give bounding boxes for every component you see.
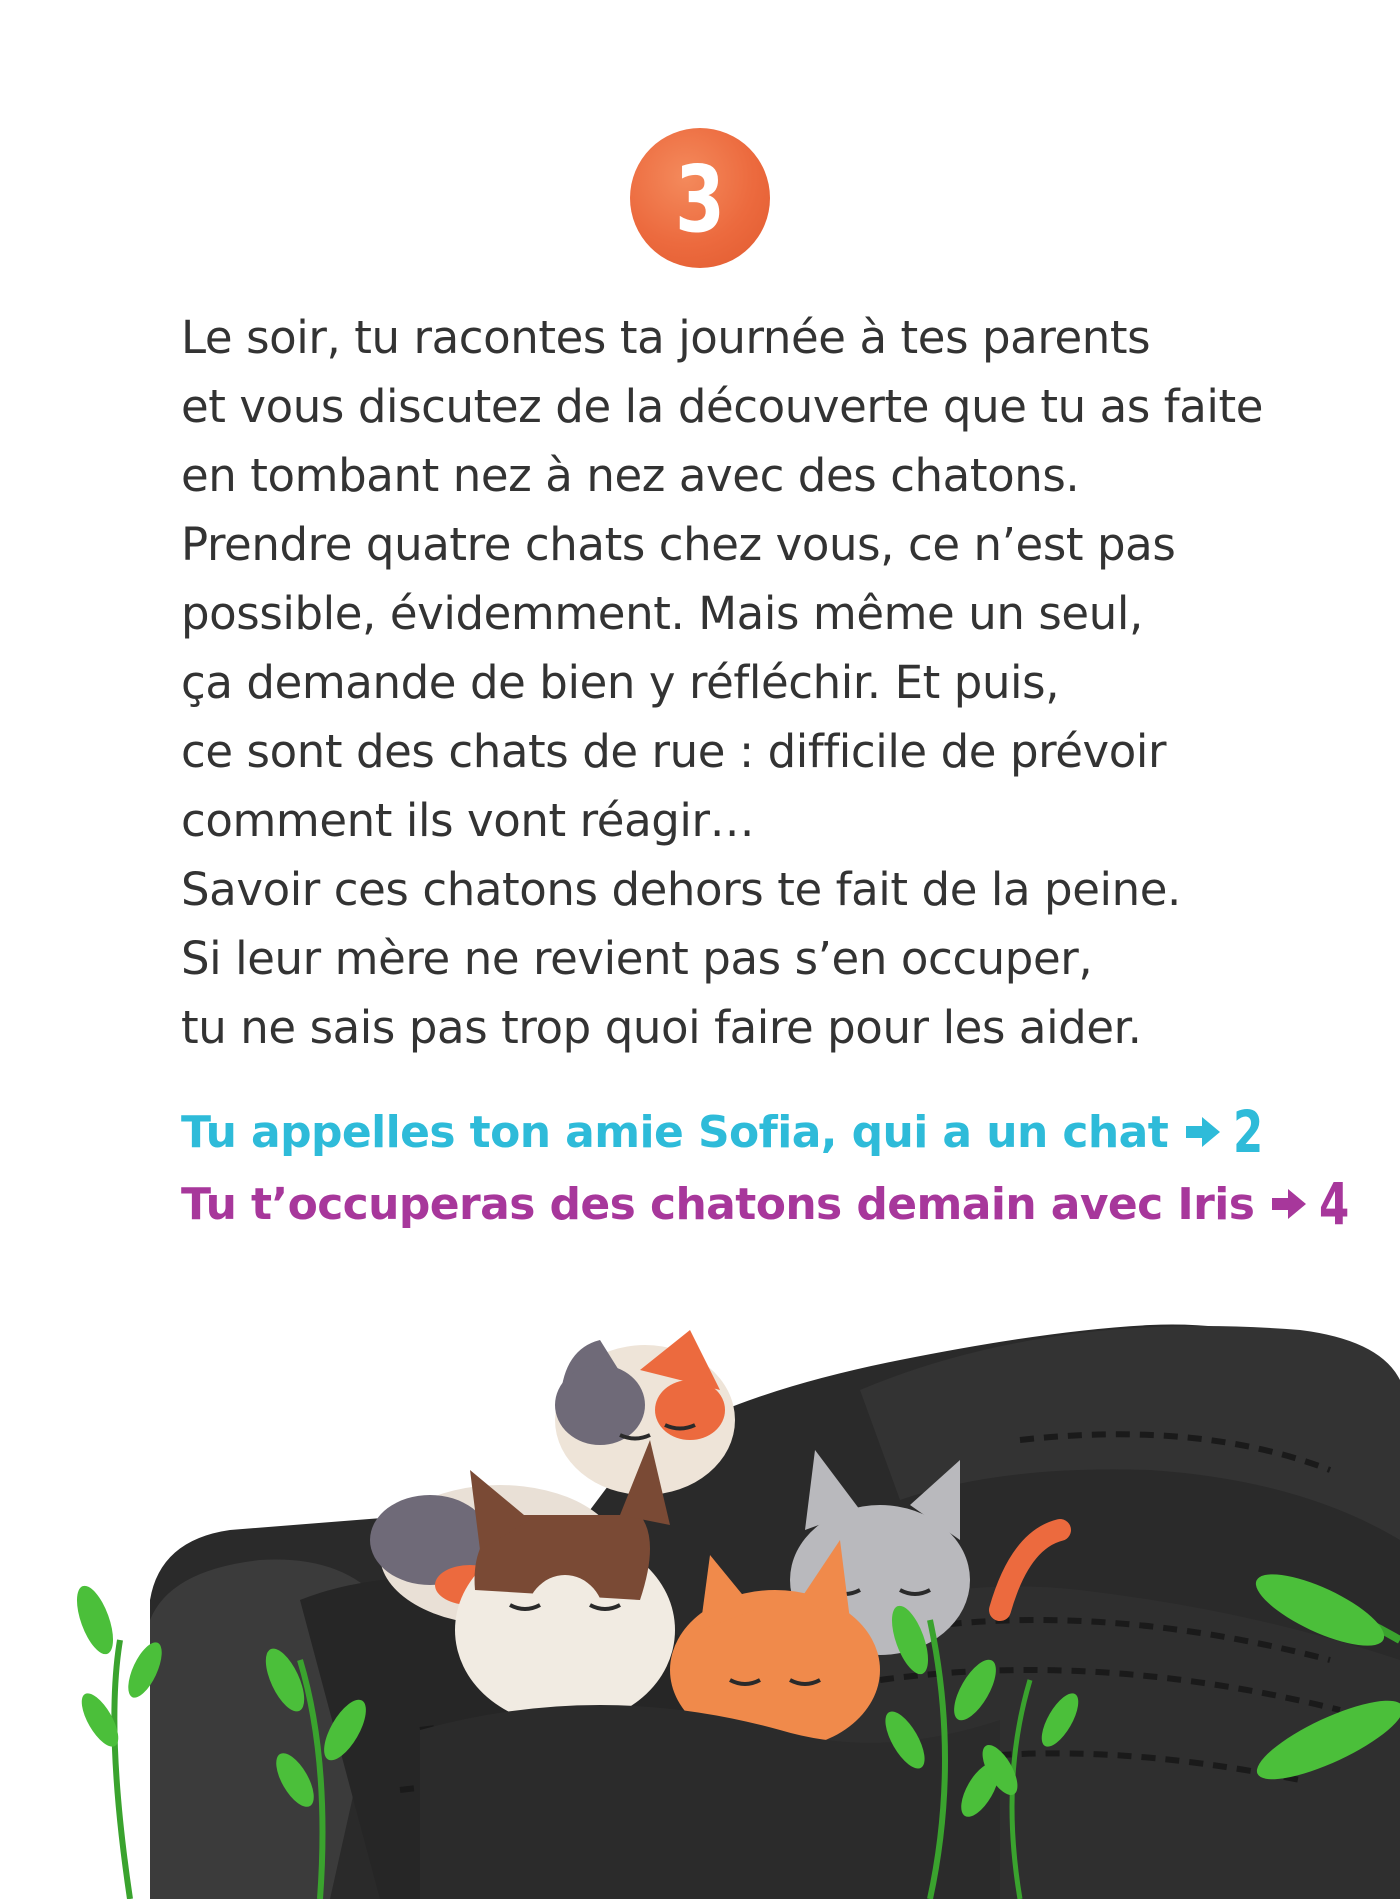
choice-target-number: 2: [1233, 1098, 1263, 1166]
chapter-number-badge: [630, 128, 770, 268]
story-line: comment ils vont réagir…: [181, 794, 755, 847]
story-line: Le soir, tu racontes ta journée à tes parents: [181, 311, 1151, 364]
choice-link-2[interactable]: [181, 1170, 1354, 1238]
chapter-number: 3: [675, 146, 725, 253]
arrow-right-icon: [1184, 1114, 1222, 1150]
story-text: [181, 303, 1301, 1062]
story-line: possible, évidemment. Mais même un seul,: [181, 587, 1143, 640]
story-line: Savoir ces chatons dehors te fait de la peine.: [181, 863, 1181, 916]
choice-link-1[interactable]: [181, 1098, 1268, 1166]
arrow-right-icon: [1270, 1186, 1308, 1222]
story-line: et vous discutez de la découverte que tu as faite: [181, 380, 1264, 433]
story-line: ça demande de bien y réfléchir. Et puis,: [181, 656, 1060, 709]
choice-label: Tu t’occuperas des chatons demain avec Iris: [181, 1178, 1255, 1230]
story-line: en tombant nez à nez avec des chatons.: [181, 449, 1080, 502]
story-line: Prendre quatre chats chez vous, ce n’est pas: [181, 518, 1176, 571]
choice-target-number: 4: [1319, 1170, 1350, 1238]
story-line: ce sont des chats de rue : difficile de prévoir: [181, 725, 1167, 778]
choice-label: Tu appelles ton amie Sofia, qui a un chat: [181, 1106, 1169, 1158]
kittens-illustration: [0, 1300, 1400, 1899]
story-line: tu ne sais pas trop quoi faire pour les aider.: [181, 1001, 1142, 1054]
story-line: Si leur mère ne revient pas s’en occuper,: [181, 932, 1093, 985]
